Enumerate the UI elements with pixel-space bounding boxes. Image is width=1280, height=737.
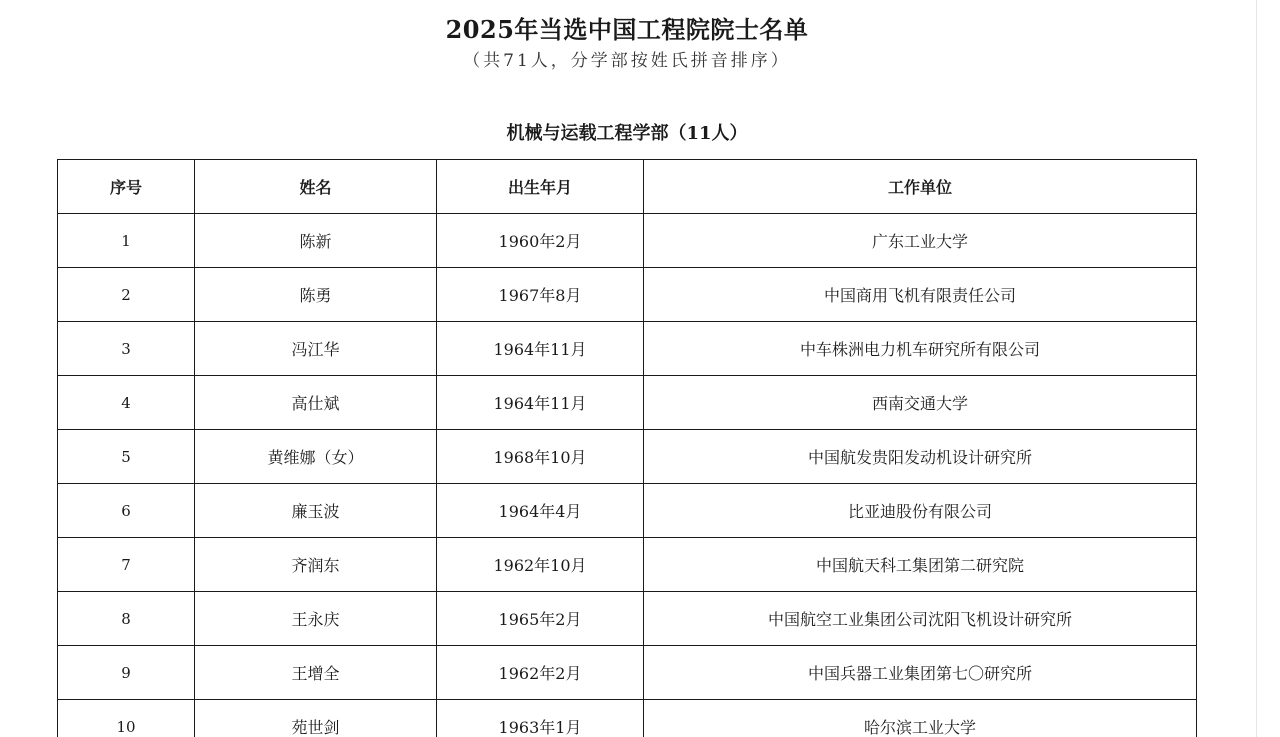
cell-seq: 3: [58, 322, 195, 376]
cell-seq: 9: [58, 646, 195, 700]
cell-employer: 中国兵器工业集团第七〇研究所: [644, 646, 1197, 700]
page-edge-divider: [1256, 0, 1257, 737]
cell-birth: 1962年2月: [437, 646, 644, 700]
cell-employer: 中车株洲电力机车研究所有限公司: [644, 322, 1197, 376]
cell-birth: 1965年2月: [437, 592, 644, 646]
header-seq: 序号: [58, 160, 195, 214]
cell-seq: 7: [58, 538, 195, 592]
cell-employer: 比亚迪股份有限公司: [644, 484, 1197, 538]
table-row: [58, 214, 1197, 268]
table-row: [58, 322, 1197, 376]
cell-birth: 1968年10月: [437, 430, 644, 484]
cell-name: 王增全: [195, 646, 437, 700]
cell-birth: 1963年1月: [437, 700, 644, 737]
cell-birth: 1964年11月: [437, 376, 644, 430]
cell-name: 冯江华: [195, 322, 437, 376]
cell-birth: 1964年4月: [437, 484, 644, 538]
cell-seq: 8: [58, 592, 195, 646]
cell-birth: 1960年2月: [437, 214, 644, 268]
cell-employer: 广东工业大学: [644, 214, 1197, 268]
cell-name: 齐润东: [195, 538, 437, 592]
table-header-row: [58, 160, 1197, 214]
table-row: [58, 268, 1197, 322]
cell-name: 王永庆: [195, 592, 437, 646]
cell-name: 陈勇: [195, 268, 437, 322]
cell-employer: 中国航空工业集团公司沈阳飞机设计研究所: [644, 592, 1197, 646]
cell-employer: 中国商用飞机有限责任公司: [644, 268, 1197, 322]
table-row: [58, 430, 1197, 484]
cell-name: 廉玉波: [195, 484, 437, 538]
academician-table: [57, 159, 1197, 737]
table-row: [58, 700, 1197, 737]
cell-seq: 1: [58, 214, 195, 268]
cell-birth: 1962年10月: [437, 538, 644, 592]
cell-name: 黄维娜（女）: [195, 430, 437, 484]
table-body: [58, 214, 1197, 737]
table-row: [58, 376, 1197, 430]
section-title: 机械与运载工程学部（11人）: [506, 123, 748, 144]
cell-employer: 中国航发贵阳发动机设计研究所: [644, 430, 1197, 484]
cell-employer: 西南交通大学: [644, 376, 1197, 430]
document-subtitle: （共71人，分学部按姓氏拼音排序）: [463, 51, 791, 71]
cell-birth: 1964年11月: [437, 322, 644, 376]
table-row: [58, 484, 1197, 538]
header-birth: 出生年月: [437, 160, 644, 214]
header-employer: 工作单位: [644, 160, 1197, 214]
table-row: [58, 646, 1197, 700]
cell-seq: 2: [58, 268, 195, 322]
document-title: 2025年当选中国工程院院士名单: [445, 15, 809, 44]
cell-employer: 哈尔滨工业大学: [644, 700, 1197, 737]
cell-seq: 6: [58, 484, 195, 538]
header-name: 姓名: [195, 160, 437, 214]
table-row: [58, 592, 1197, 646]
cell-seq: 10: [58, 700, 195, 737]
cell-seq: 4: [58, 376, 195, 430]
cell-seq: 5: [58, 430, 195, 484]
cell-name: 陈新: [195, 214, 437, 268]
cell-name: 苑世剑: [195, 700, 437, 737]
cell-employer: 中国航天科工集团第二研究院: [644, 538, 1197, 592]
table-row: [58, 538, 1197, 592]
cell-birth: 1967年8月: [437, 268, 644, 322]
cell-name: 高仕斌: [195, 376, 437, 430]
